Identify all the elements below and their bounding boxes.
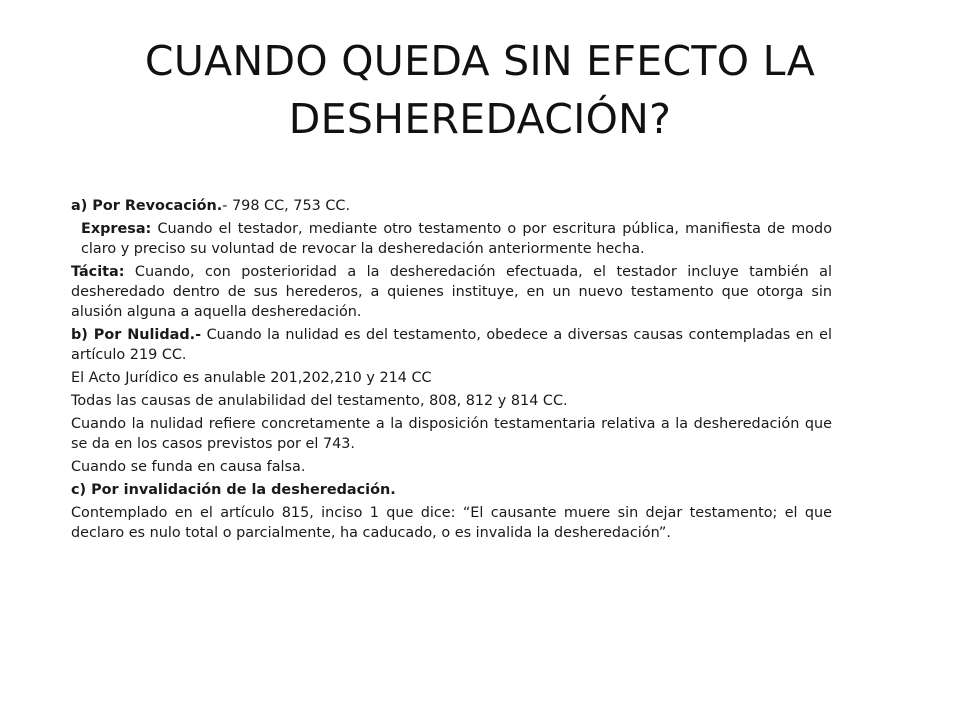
expresa-text: Cuando el testador, mediante otro testamento o por escritura pública, manifiesta de modo claro y preciso su voluntad de revocar la desheredación anteriormente hecha. — [81, 221, 832, 257]
title-line-1: CUANDO QUEDA SIN EFECTO LA — [144, 37, 816, 85]
slide-title — [48, 32, 912, 148]
paragraph-articulo-815: Contemplado en el artículo 815, inciso 1 que dice: “El causante muere sin dejar testamento; el que declaro es nulo total o parcialmente, ha caducado, o es invalida la desheredación”. — [71, 505, 832, 541]
tacita-label: Tácita: — [71, 264, 125, 280]
paragraph-causas-anulabilidad: Todas las causas de anulabilidad del testamento, 808, 812 y 814 CC. — [71, 393, 568, 409]
paragraph-nulidad-disposicion: Cuando la nulidad refiere concretamente a la disposición testamentaria relativa a la desheredación que se da en los casos previstos por el 743. — [71, 416, 832, 452]
tacita-text: Cuando, con posterioridad a la desheredación efectuada, el testador incluye también al desheredado dentro de sus herederos, a quienes instituye, en un nuevo testamento que otorga sin alusión alguna a aquella desheredación. — [71, 264, 832, 320]
title-line-2: DESHEREDACIÓN? — [288, 95, 672, 143]
expresa-label: Expresa: — [81, 221, 152, 237]
revocacion-heading: a) Por Revocación. — [71, 198, 223, 214]
paragraph-nulidad — [71, 325, 832, 365]
revocacion-articles: - 798 CC, 753 CC. — [222, 198, 351, 214]
paragraph-revocacion — [71, 196, 832, 216]
nulidad-heading: b) Por Nulidad.- — [71, 327, 202, 343]
invalidacion-heading: c) Por invalidación de la desheredación. — [71, 482, 396, 498]
nulidad-text: Cuando la nulidad es del testamento, obedece a diversas causas contempladas en el artículo 219 CC. — [71, 327, 832, 363]
paragraph-acto-juridico: El Acto Jurídico es anulable 201,202,210 y 214 CC — [71, 370, 432, 386]
slide-body — [71, 196, 832, 546]
paragraph-tacita — [71, 262, 832, 322]
paragraph-invalidacion — [71, 480, 832, 500]
paragraph-expresa — [71, 219, 832, 259]
paragraph-causa-falsa: Cuando se funda en causa falsa. — [71, 459, 306, 475]
